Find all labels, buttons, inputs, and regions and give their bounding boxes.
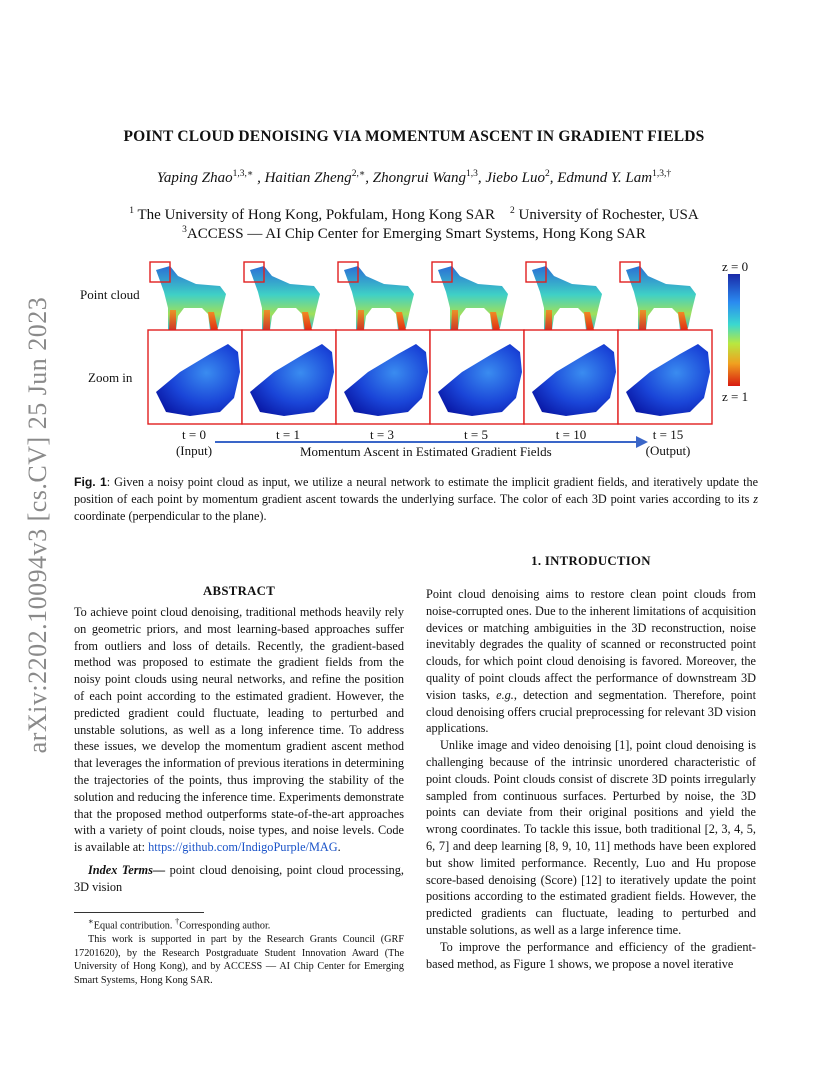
abstract-heading: ABSTRACT	[202, 584, 276, 598]
arrow-label: Momentum Ascent in Estimated Gradient Fields	[300, 444, 552, 459]
introduction-heading: 1. INTRODUCTION	[531, 554, 651, 568]
colorbar-bottom-label: z = 1	[722, 389, 749, 404]
intro-paragraph-3: To improve the performance and efficiency of the gradient-based method, as Figure 1 shows, we propose a novel iterative	[426, 939, 756, 971]
colorbar-top-label: z = 0	[722, 259, 749, 274]
intro-paragraph-1: Point cloud denoising aims to restore clean point clouds from noise-corrupted ones. Due to the inherent limitations of acquisition devices or matching ambiguities in the 3D reconstruction, noise inevitably degrades the quality of scanned or reconstructed point clouds, for which point cloud denoising is favored. Moreover, the quality of point clouds affect the performance of downstream 3D vision tasks, e.g., detection and segmentation. Therefore, point cloud denoising offers crucial preprocessing for relevant 3D vision applications.	[426, 587, 756, 736]
step-label: t = 1	[276, 427, 300, 442]
arxiv-stamp	[18, 290, 58, 760]
colorbar	[728, 274, 740, 386]
zoom-panel	[242, 330, 336, 424]
zoom-panel	[148, 330, 242, 424]
arxiv-stamp-text: arXiv:2202.10094v3 [cs.CV] 25 Jun 2023	[23, 296, 52, 754]
author: Yaping Zhao$^{1,3,∗}$ ,	[156, 169, 265, 186]
row-label-zoom-in: Zoom in	[88, 370, 133, 385]
code-link[interactable]: https://github.com/IndigoPurple/MAG	[148, 840, 338, 855]
step-label: t = 3	[370, 427, 394, 442]
author: Zhongrui Wang$^{1,3}$,	[372, 169, 486, 186]
footnote-rule	[74, 912, 204, 913]
author: Edmund Y. Lam$^{1,3,\dagger}$	[557, 169, 672, 186]
author-list	[0, 168, 828, 187]
step-label: t = 0 (Input)	[175, 427, 213, 458]
zoom-panel	[618, 330, 712, 424]
figure-caption: Fig. 1: Given a noisy point cloud as input, we utilize a neural network to estimate the implicit gradient fields, and iteratively update the position of each point by momentum gradient ascent towards the underlying surface. The color of each 3D point varies according to its z coordinate (perpendicular to the plane).	[74, 475, 758, 523]
zoom-panel	[430, 330, 524, 424]
zoom-panel	[524, 330, 618, 424]
index-terms: Index Terms— point cloud denoising, point cloud processing, 3D vision	[74, 862, 404, 894]
introduction-body	[426, 586, 756, 972]
affiliation-line-2: $^3$ACCESS — AI Chip Center for Emerging Smart Systems, Hong Kong SAR	[182, 225, 646, 242]
step-label: t = 15 (Output)	[645, 427, 691, 458]
author: Jiebo Luo$^2$,	[485, 169, 558, 186]
step-label: t = 5	[464, 427, 488, 442]
intro-paragraph-2: Unlike image and video denoising [1], point cloud denoising is challenging because of the intrinsic unordered characteristic of point clouds. Point clouds consist of discrete 3D points irregularly sampled from continuous surfaces. Perturbed by noise, the 3D points can deviate from their original positions and yield the wrong coordinates. To tackle this issue, both traditional [2, 3, 4, 5, 6, 7] and deep learning [8, 9, 10, 11] methods have been explored but show limited performance. Recently, Luo and Hu propose score-based denoising (Score) [12] to iteratively update the point positions according to the estimated gradient fields. However, the predicted gradients can fluctuate, leading to perturbed and unstable solutions, as well as a large inference time.	[426, 738, 756, 937]
author: Haitian Zheng$^{2,∗}$,	[264, 169, 373, 186]
affiliation-line-1: $^1$ The University of Hong Kong, Pokfulam, Hong Kong SAR $^2$ University of Rochester, USA	[129, 206, 699, 223]
abstract-body: To achieve point cloud denoising, traditional methods heavily rely on geometric priors, and most learning-based approaches suffer from outliers and loss of details. Recently, the gradient-based method was proposed to estimate the gradient fields from the noisy point clouds using neural networks, and refine the position of each point according to the estimated gradient. However, the predicted gradient could fluctuate, leading to perturbed and unstable solutions, as well as a long inference time. To address these issues, we develop the momentum gradient ascent method that leverages the information of previous iterations in determining the trajectories of the points, thus improving the stability of the solution and reducing the inference time. Experiments demonstrate that the proposed method outperforms state-of-the-art approaches with a variety of point clouds, noise types, and noise levels. Code is available at: https://github.com/IndigoPurple/MAG. Index Terms— point cloud denoising, point cloud processing, 3D vision	[74, 605, 404, 894]
paper-title: POINT CLOUD DENOISING VIA MOMENTUM ASCENT IN GRADIENT FIELDS	[123, 128, 705, 145]
step-label: t = 10	[555, 427, 587, 442]
footnotes: ∗Equal contribution. †Corresponding author. This work is supported in part by the Research Grants Council (GRF 17201620), by the Research Postgraduate Student Innovation Award (The University of Hong Kong), and by ACCESS — AI Chip Center for Emerging Smart Systems, Hong Kong SAR.	[74, 916, 404, 986]
row-label-point-cloud: Point cloud	[80, 287, 140, 302]
figure-1	[70, 252, 760, 467]
zoom-panel	[336, 330, 430, 424]
